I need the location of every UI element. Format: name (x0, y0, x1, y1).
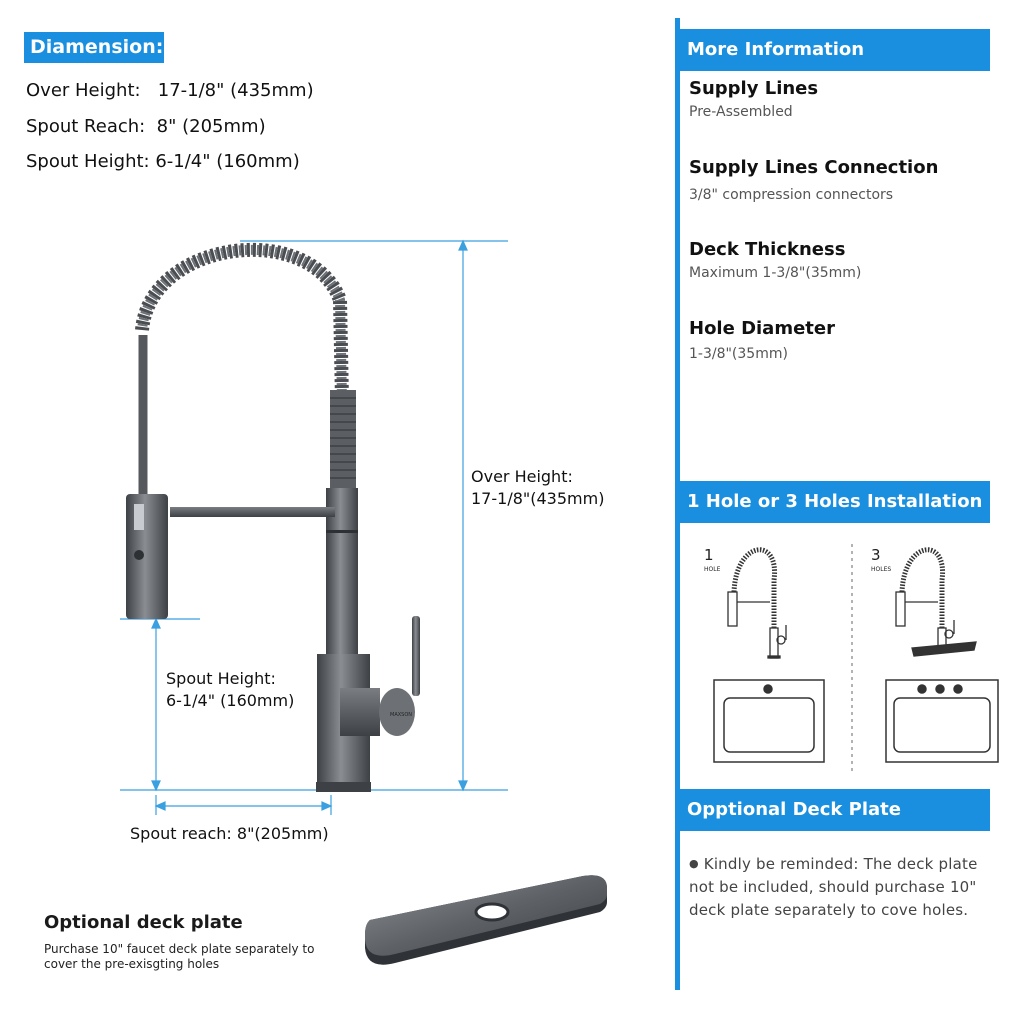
handle-lever (412, 616, 420, 696)
info-value-hole-diameter: 1-3/8"(35mm) (689, 346, 788, 362)
installation-heading: 1 Hole or 3 Holes Installation (680, 481, 990, 523)
info-title-supply-lines-connection: Supply Lines Connection (689, 157, 939, 178)
three-holes-caption: HOLES (871, 566, 892, 573)
one-hole-caption: HOLE (704, 566, 721, 573)
three-holes-sink (886, 680, 998, 762)
info-value-supply-lines: Pre-Assembled (689, 104, 793, 120)
spout-arm (170, 507, 335, 517)
spring-lower (330, 390, 356, 490)
optional-deck-plate-title: Optional deck plate (44, 912, 243, 933)
brand-mark: MAXSON (390, 712, 413, 718)
over-height-value: 17-1/8"(435mm) (471, 489, 605, 508)
installation-diagrams (690, 530, 1010, 780)
over-height-label: Over Height: (471, 467, 573, 486)
info-title-supply-lines: Supply Lines (689, 78, 819, 99)
three-holes-faucet (896, 550, 976, 656)
info-value-deck-thickness: Maximum 1-3/8"(35mm) (689, 265, 862, 281)
info-title-deck-thickness: Deck Thickness (689, 239, 846, 260)
spout-height-label: Spout Height: (166, 669, 276, 688)
one-hole-number: 1 (704, 546, 714, 564)
deck-plate-note (689, 852, 989, 922)
deck-plate-heading: Opptional Deck Plate (680, 789, 990, 831)
spec-over-height: Over Height: 17-1/8" (435mm) (26, 80, 314, 101)
dimension-heading: Diamension: (24, 32, 164, 63)
deck-plate-note-text: Kindly be reminded: The deck plate not be included, should purchase 10" deck plate separately to cove holes. (689, 855, 978, 919)
spring-coil (142, 250, 342, 400)
three-holes-number: 3 (871, 546, 881, 564)
info-title-hole-diameter: Hole Diameter (689, 318, 835, 339)
deck-plate-image (355, 868, 615, 978)
sprayer-head (126, 494, 168, 619)
one-hole-faucet (728, 550, 786, 658)
optional-deck-plate-desc: Purchase 10" faucet deck plate separately to cover the pre-exisgting holes (44, 942, 315, 971)
spout-reach-dimension (156, 795, 331, 815)
spec-spout-height: Spout Height: 6-1/4" (160mm) (26, 151, 300, 172)
info-value-supply-lines-connection: 3/8" compression connectors (689, 187, 894, 203)
bullet-icon: ● (689, 857, 699, 870)
spec-spout-reach: Spout Reach: 8" (205mm) (26, 116, 266, 137)
spout-height-value: 6-1/4" (160mm) (166, 691, 295, 710)
more-information-heading: More Information (680, 29, 990, 71)
one-hole-sink (714, 680, 824, 762)
spout-reach-label: Spout reach: 8"(205mm) (130, 824, 329, 843)
